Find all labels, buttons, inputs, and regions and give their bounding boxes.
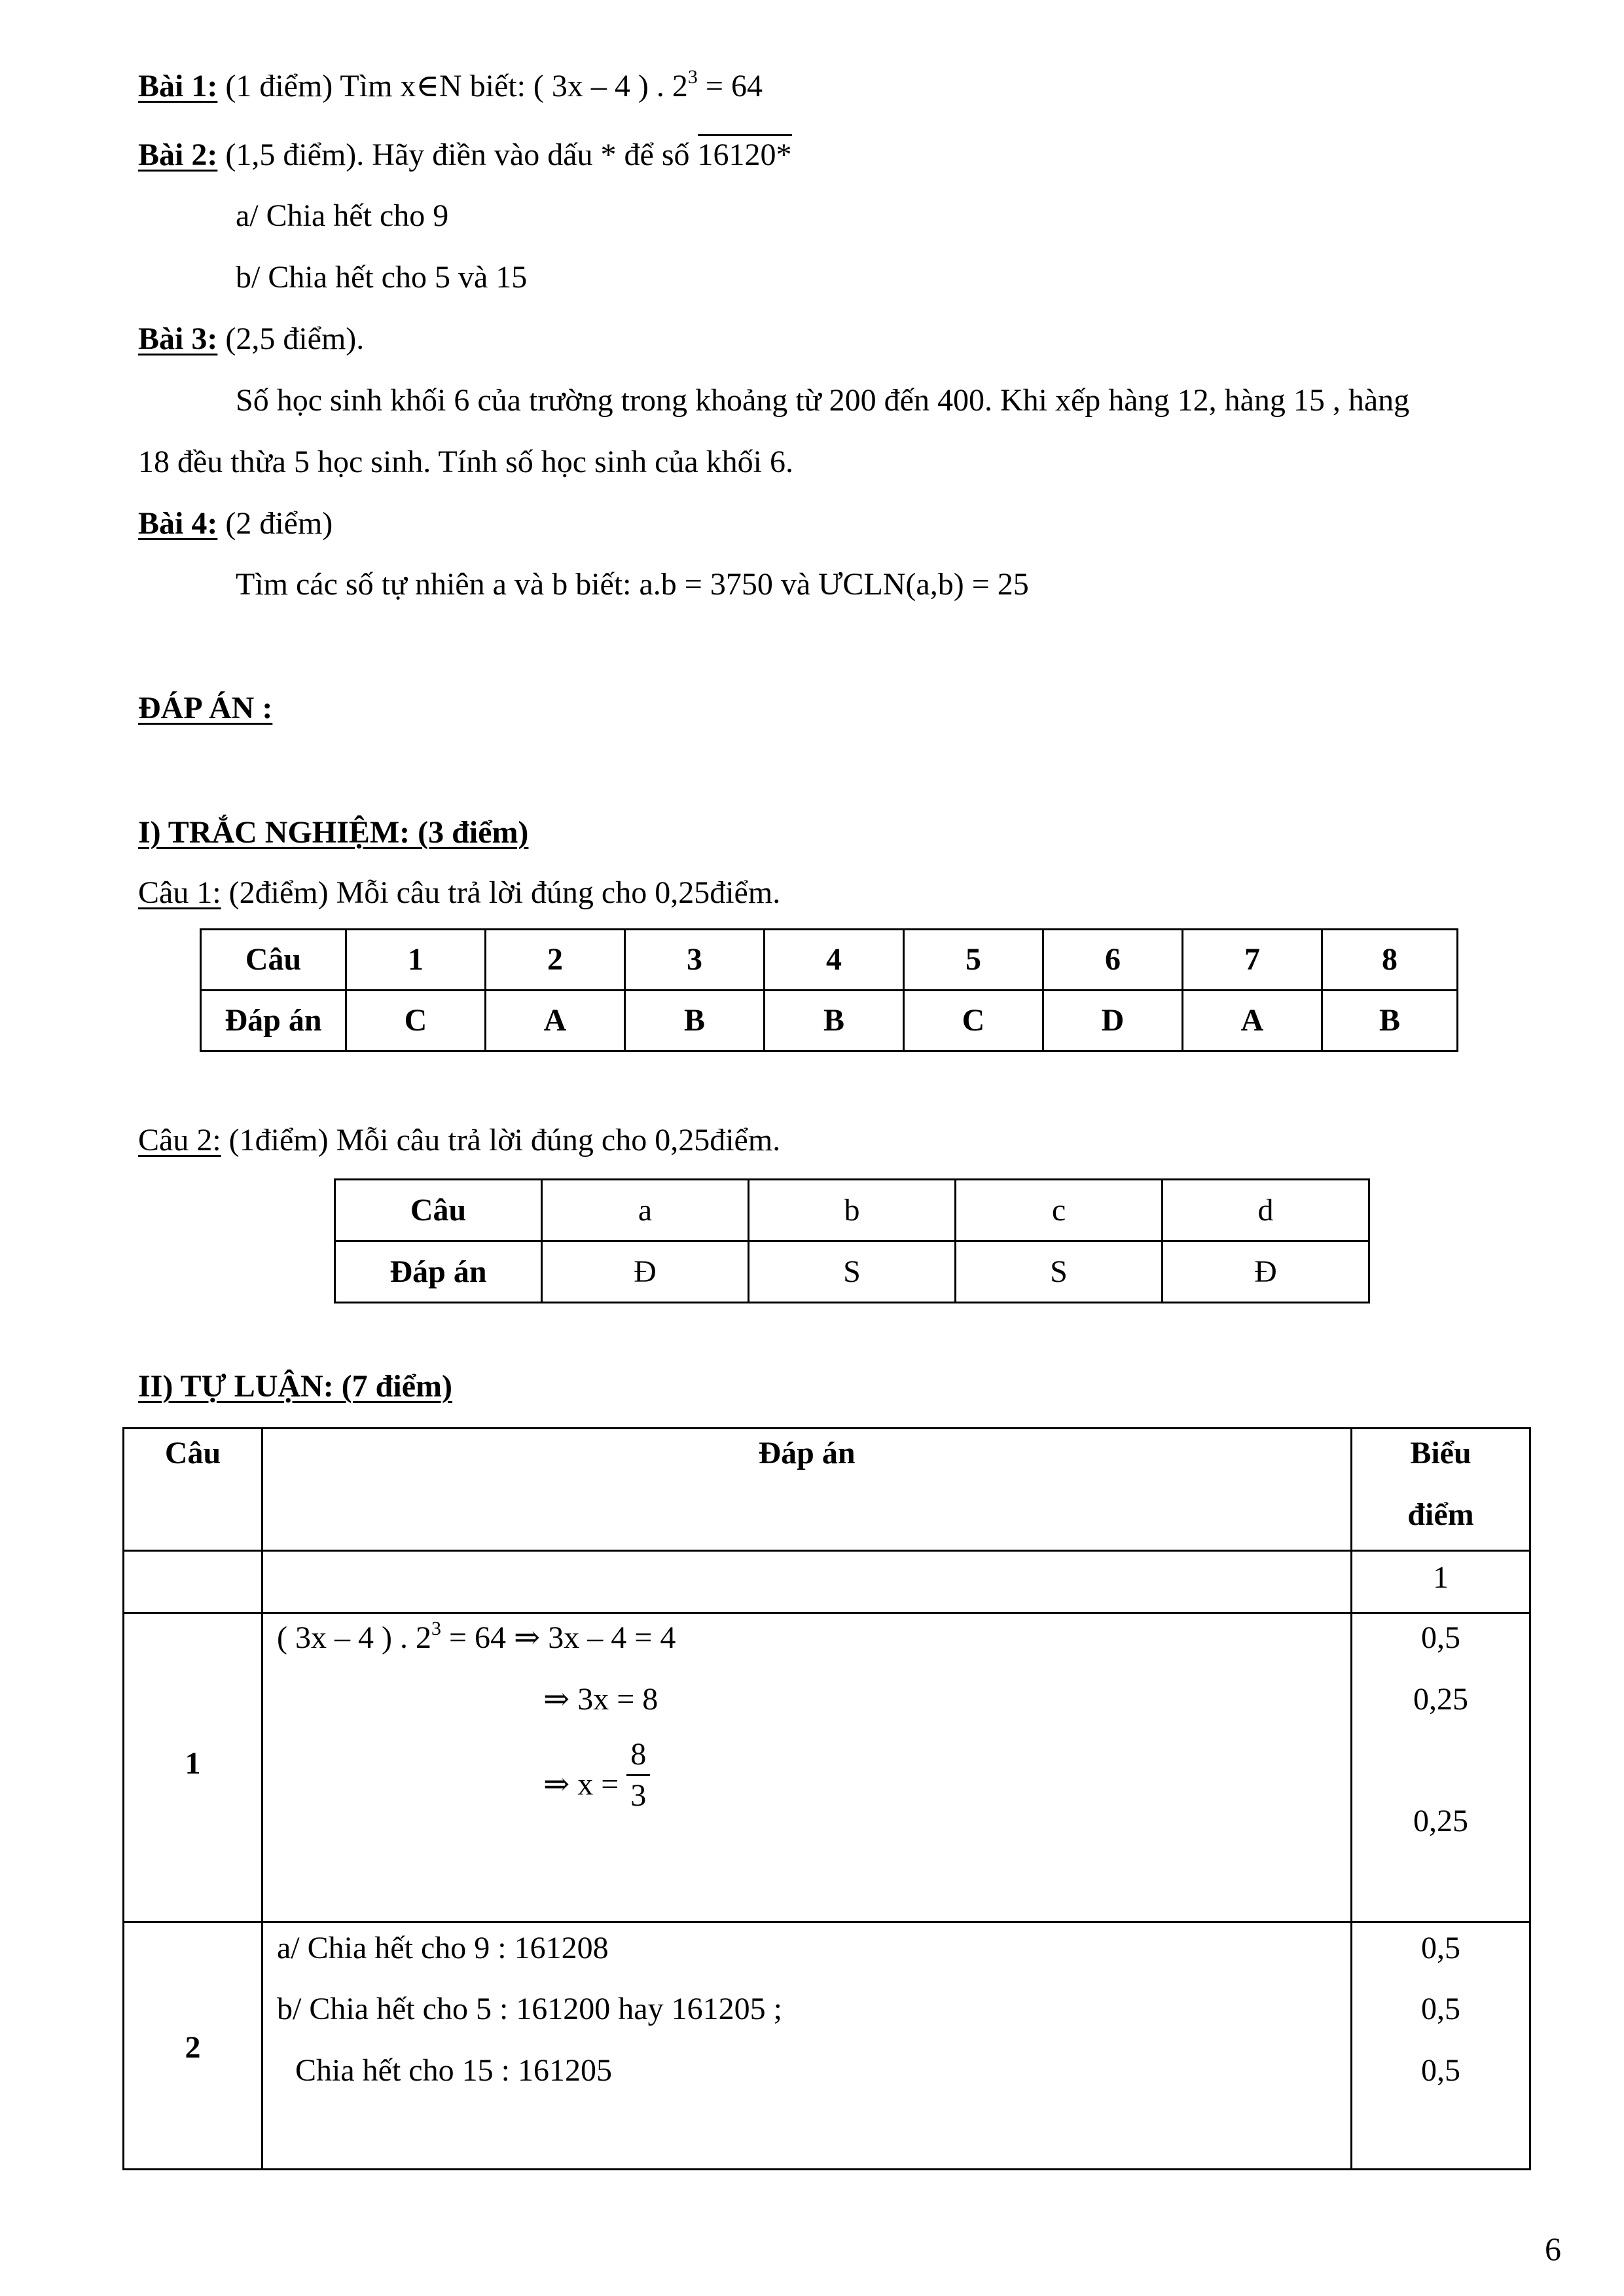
problem-2-a: a/ Chia hết cho 9 (236, 198, 449, 233)
essay-row1-line1 (277, 1618, 676, 1655)
essay-blank-row-score: 1 (1433, 1560, 1449, 1595)
section-1-title: I) TRẮC NGHIỆM: (3 điểm) (138, 815, 529, 850)
problem-1-exponent: 3 (687, 66, 698, 88)
q2-answer-table (334, 1178, 1370, 1303)
q2-item-cell: d (1163, 1180, 1369, 1241)
problem-4-text: (2 điểm) (225, 506, 333, 541)
q2-row-items (335, 1180, 1369, 1241)
problem-1 (138, 66, 763, 103)
q1-answer-cell: B (1322, 991, 1458, 1051)
q1-num-cell: 5 (904, 930, 1043, 991)
q2-label: Câu 2: (138, 1123, 221, 1157)
essay-row2-line1: a/ Chia hết cho 9 : 161208 (277, 1931, 609, 1965)
problem-4 (138, 508, 333, 539)
q1-num-cell: 1 (346, 930, 486, 991)
problem-3-label: Bài 3: (138, 321, 218, 356)
q1-num-cell: 4 (765, 930, 904, 991)
answer-title: ĐÁP ÁN : (138, 691, 273, 725)
fraction-denominator: 3 (630, 1778, 647, 1813)
q2-answer-cell: Đ (542, 1241, 749, 1303)
q2-answer-cell: Đ (1163, 1241, 1369, 1303)
essay-row2-line2: b/ Chia hết cho 5 : 161200 hay 161205 ; (277, 1992, 782, 2026)
q1-num-cell: 8 (1322, 930, 1458, 991)
q1-answer-cell: C (346, 991, 486, 1051)
q2-answer-cell: S (749, 1241, 956, 1303)
essay-header-bieu: Biểu (1410, 1436, 1471, 1470)
essay-header-cau: Câu (164, 1436, 221, 1470)
problem-4-line1: Tìm các số tự nhiên a và b biết: a.b = 3750 và ƯCLN(a,b) = 25 (236, 567, 1029, 602)
q2-item-cell: a (542, 1180, 749, 1241)
problem-2-label: Bài 2: (138, 137, 218, 172)
q1-answer-cell: B (765, 991, 904, 1051)
problem-3 (138, 323, 364, 355)
essay-row1-score: 0,25 (1413, 1682, 1468, 1717)
essay-row2-score: 0,5 (1421, 1931, 1460, 1965)
essay-row1-fraction (626, 1739, 650, 1812)
problem-1-label: Bài 1: (138, 69, 218, 103)
essay-header-diem: điểm (1407, 1497, 1474, 1532)
problem-3-text: (2,5 điểm). (225, 321, 365, 356)
q1-row-numbers (201, 930, 1458, 991)
q1-row-label-cau: Câu (201, 930, 346, 991)
q2-text: (1điểm) Mỗi câu trả lời đúng cho 0,25điểm. (221, 1123, 781, 1157)
q1-answer-cell: C (904, 991, 1043, 1051)
q1-answer-table (200, 928, 1458, 1052)
q1-answer-cell: A (486, 991, 625, 1051)
essay-row1-number: 1 (185, 1746, 201, 1781)
problem-1-tail: = 64 (697, 69, 763, 103)
q1-heading (138, 877, 780, 909)
q2-row-label-dapan: Đáp án (335, 1241, 542, 1303)
q2-item-cell: c (956, 1180, 1163, 1241)
q2-heading (138, 1125, 780, 1156)
essay-row2-number: 2 (185, 2030, 201, 2065)
essay-row2-score: 0,5 (1421, 2053, 1460, 2088)
q2-row-answers (335, 1241, 1369, 1303)
q1-answer-cell: B (625, 991, 765, 1051)
q2-item-cell: b (749, 1180, 956, 1241)
q2-row-label-cau: Câu (335, 1180, 542, 1241)
essay-row1-score: 0,25 (1413, 1804, 1468, 1838)
problem-3-line2: 18 đều thừa 5 học sinh. Tính số học sinh của khối 6. (138, 445, 794, 479)
essay-row2-line3: Chia hết cho 15 : 161205 (295, 2053, 612, 2088)
q1-num-cell: 3 (625, 930, 765, 991)
essay-row1-line1-b: = 64 ⇒ 3x – 4 = 4 (441, 1620, 676, 1655)
q1-answer-cell: D (1043, 991, 1183, 1051)
essay-row1-score: 0,5 (1421, 1620, 1460, 1655)
essay-row1-line3 (543, 1737, 650, 1814)
problem-3-line1: Số học sinh khối 6 của trường trong khoảng từ 200 đến 400. Khi xếp hàng 12, hàng 15 , hàng (236, 383, 1410, 418)
essay-header-dapan: Đáp án (758, 1436, 856, 1470)
fraction-numerator: 8 (626, 1739, 650, 1776)
essay-row2-score: 0,5 (1421, 1992, 1460, 2026)
q1-answer-cell: A (1183, 991, 1322, 1051)
problem-2-text: (1,5 điểm). Hãy điền vào dấu * để số (225, 137, 698, 172)
essay-row1-line1-a: ( 3x – 4 ) . 2 (277, 1620, 431, 1655)
q1-num-cell: 7 (1183, 930, 1322, 991)
q1-num-cell: 2 (486, 930, 625, 991)
problem-2-number: 16120* (698, 134, 792, 172)
q1-row-label-dapan: Đáp án (201, 991, 346, 1051)
essay-row1-exponent: 3 (431, 1618, 441, 1639)
problem-4-label: Bài 4: (138, 506, 218, 541)
problem-2-b: b/ Chia hết cho 5 và 15 (236, 260, 528, 295)
q2-answer-cell: S (956, 1241, 1163, 1303)
q1-num-cell: 6 (1043, 930, 1183, 991)
essay-row1-line3-text: ⇒ x = (543, 1766, 627, 1802)
problem-2 (138, 139, 792, 171)
q1-text: (2điểm) Mỗi câu trả lời đúng cho 0,25điểm. (221, 875, 781, 910)
q1-label: Câu 1: (138, 875, 221, 910)
essay-row1-line2: ⇒ 3x = 8 (543, 1682, 659, 1717)
page-number: 6 (1545, 2231, 1561, 2267)
q1-row-answers (201, 991, 1458, 1051)
section-2-title: II) TỰ LUẬN: (7 điểm) (138, 1369, 452, 1404)
problem-1-text: (1 điểm) Tìm x∈N biết: ( 3x – 4 ) . 2 (225, 69, 688, 103)
